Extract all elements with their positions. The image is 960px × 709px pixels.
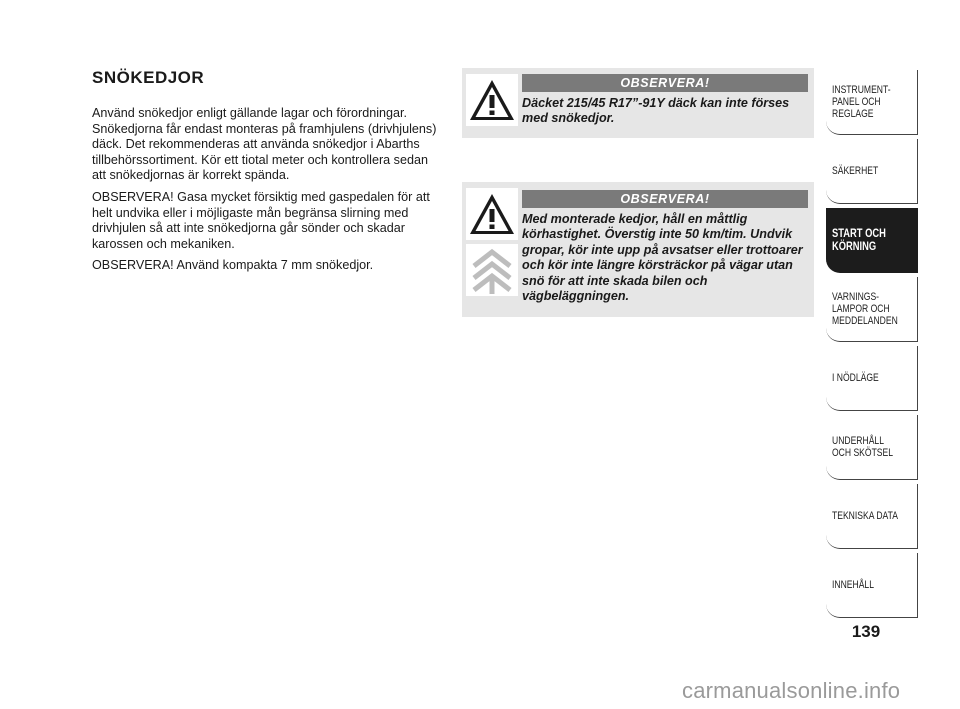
tab-i-nodlage[interactable] <box>826 346 918 411</box>
note-text-wrap <box>468 212 808 306</box>
paragraph: OBSERVERA! Använd kompakta 7 mm snökedjor. <box>92 258 374 273</box>
tab-start-och-korning[interactable] <box>826 208 918 273</box>
tab-label: SÄKERHET <box>832 165 879 177</box>
tab-label: TEKNISKA DATA <box>832 510 898 522</box>
tab-label: I NÖDLÄGE <box>832 372 879 384</box>
warning-triangle-icon <box>466 74 518 126</box>
tab-instrumentpanel[interactable] <box>826 70 918 135</box>
tab-label: INSTRUMENT- PANEL OCH REGLAGE <box>832 84 891 120</box>
tab-label: VARNINGS- LAMPOR OCH MEDDELANDEN <box>832 291 898 327</box>
body-text <box>92 106 444 280</box>
chapter-index <box>826 70 918 618</box>
section-title: SNÖKEDJOR <box>92 68 205 87</box>
watermark: carmanualsonline.info <box>682 678 901 703</box>
note-text: Däcket 215/45 R17”-91Y däck kan inte förses med snökedjor. <box>522 96 790 126</box>
warning-note <box>462 68 814 138</box>
note-header: OBSERVERA! <box>522 190 808 208</box>
tab-sakerhet[interactable] <box>826 139 918 204</box>
paragraph: Använd snökedjor enligt gällande lagar och förordningar. Snökedjorna får endast monteras på framhjulens (drivhjulens) däck. Det rekommenderas att använda snökedjor i Abarths tillbehörssortiment. Kör ett tiotal meter och kontrollera sedan att snökedjornas är korrekt spända. <box>92 106 437 183</box>
tab-label: UNDERHÅLL OCH SKÖTSEL <box>832 435 894 459</box>
paragraph: OBSERVERA! Gasa mycket försiktig med gaspedalen för att helt undvika eller i möjligaste mån begränsa slirning med drivhjulen så att inte snökedjorna går sönder och skadar karossen och mekaniken. <box>92 189 430 251</box>
tab-label: INNEHÅLL <box>832 579 874 591</box>
note-text: Med monterade kedjor, håll en måttlig körhastighet. Överstig inte 50 km/tim. Undvik gropar, kör inte upp på avsatser eller trottoarer och kör inte längre körsträckor på vägar utan snö för att inte skada bilen och vägbeläggningen. <box>522 212 803 304</box>
note-header: OBSERVERA! <box>522 74 808 92</box>
tab-underhall[interactable] <box>826 415 918 480</box>
page-number: 139 <box>851 622 881 641</box>
warning-note <box>462 182 814 317</box>
tab-label: START OCH KÖRNING <box>832 226 886 253</box>
tab-innehall[interactable] <box>826 553 918 618</box>
tab-tekniska-data[interactable] <box>826 484 918 549</box>
tab-varningslampor[interactable] <box>826 277 918 342</box>
